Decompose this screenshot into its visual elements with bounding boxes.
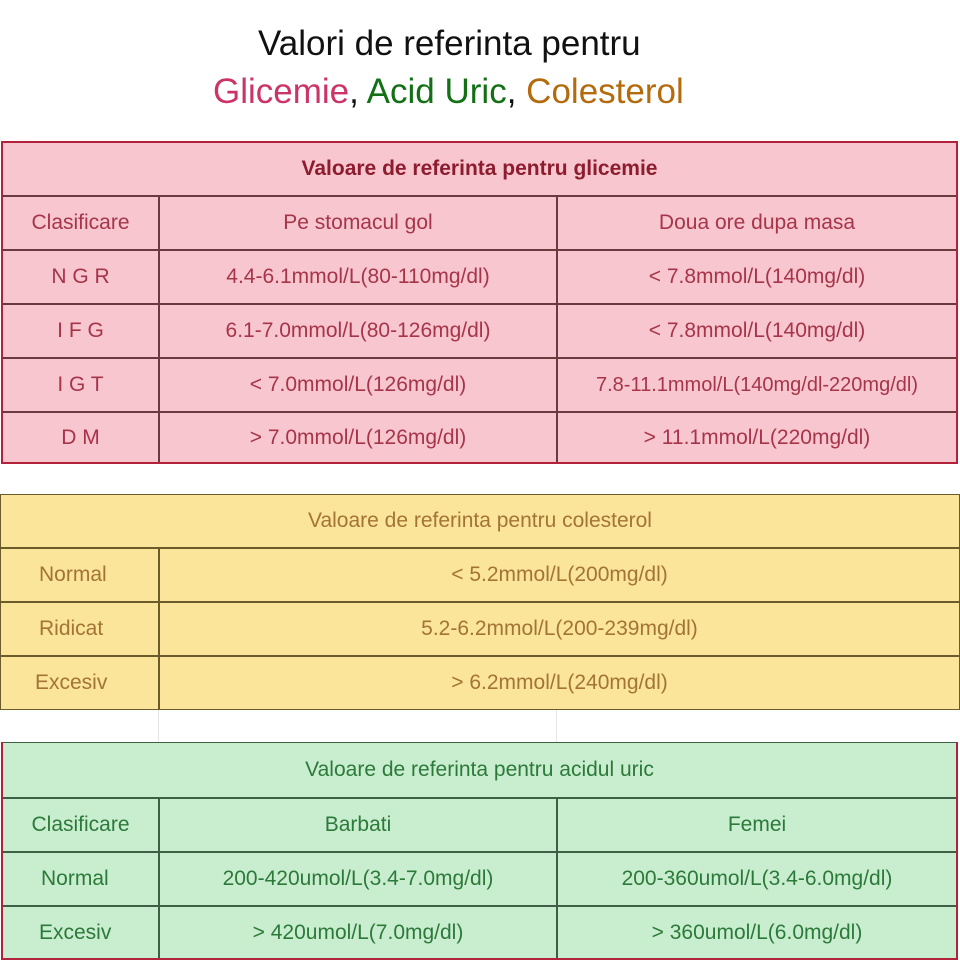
acid-uric-cell-femei: 200-360umol/L(3.4-6.0mg/dl) [557, 852, 957, 906]
acid-uric-table-heading: Valoare de referinta pentru acidul uric [2, 742, 957, 798]
title-line-2 [213, 72, 684, 112]
acid-uric-cell-barbati: > 420umol/L(7.0mg/dl) [159, 906, 557, 960]
title-glicemie: Glicemie [213, 72, 350, 111]
glicemie-header-pe-stomacul-gol: Pe stomacul gol [159, 196, 557, 250]
glicemie-cell-fasting: < 7.0mmol/L(126mg/dl) [159, 358, 557, 412]
glicemie-cell-fasting: 4.4-6.1mmol/L(80-110mg/dl) [159, 250, 557, 304]
glicemie-row-label: I F G [2, 304, 159, 358]
glicemie-header-clasificare: Clasificare [2, 196, 159, 250]
title-colesterol: Colesterol [526, 72, 684, 111]
glicemie-cell-fasting: > 7.0mmol/L(126mg/dl) [159, 412, 557, 464]
title-line-1: Valori de referinta pentru [258, 24, 641, 63]
glicemie-row-label: D M [2, 412, 159, 464]
glicemie-header-doua-ore: Doua ore dupa masa [557, 196, 957, 250]
acid-uric-header-barbati: Barbati [159, 798, 557, 852]
acid-uric-header-clasificare: Clasificare [2, 798, 159, 852]
title-separator: , [506, 72, 517, 111]
divider [556, 710, 557, 742]
page-title [0, 0, 960, 140]
glicemie-table-heading: Valoare de referinta pentru glicemie [2, 142, 957, 196]
glicemie-cell-fasting: 6.1-7.0mmol/L(80-126mg/dl) [159, 304, 557, 358]
acid-uric-row-label: Excesiv [2, 906, 159, 960]
glicemie-cell-postmeal: < 7.8mmol/L(140mg/dl) [557, 250, 957, 304]
glicemie-row-label: N G R [2, 250, 159, 304]
glicemie-cell-postmeal: 7.8-11.1mmol/L(140mg/dl-220mg/dl) [557, 358, 957, 412]
glicemie-cell-postmeal: < 7.8mmol/L(140mg/dl) [557, 304, 957, 358]
colesterol-row-label: Excesiv [0, 656, 159, 710]
acid-uric-row-label: Normal [2, 852, 159, 906]
colesterol-table-heading: Valoare de referinta pentru colesterol [0, 494, 960, 548]
colesterol-cell-value: < 5.2mmol/L(200mg/dl) [159, 548, 960, 602]
acid-uric-header-femei: Femei [557, 798, 957, 852]
title-acid-uric: Acid Uric [366, 72, 507, 111]
colesterol-row-label: Normal [0, 548, 159, 602]
acid-uric-cell-femei: > 360umol/L(6.0mg/dl) [557, 906, 957, 960]
acid-uric-cell-barbati: 200-420umol/L(3.4-7.0mg/dl) [159, 852, 557, 906]
glicemie-cell-postmeal: > 11.1mmol/L(220mg/dl) [557, 412, 957, 464]
colesterol-cell-value: > 6.2mmol/L(240mg/dl) [159, 656, 960, 710]
colesterol-cell-value: 5.2-6.2mmol/L(200-239mg/dl) [159, 602, 960, 656]
title-separator: , [349, 72, 359, 111]
colesterol-row-label: Ridicat [0, 602, 159, 656]
glicemie-row-label: I G T [2, 358, 159, 412]
divider [158, 710, 159, 742]
